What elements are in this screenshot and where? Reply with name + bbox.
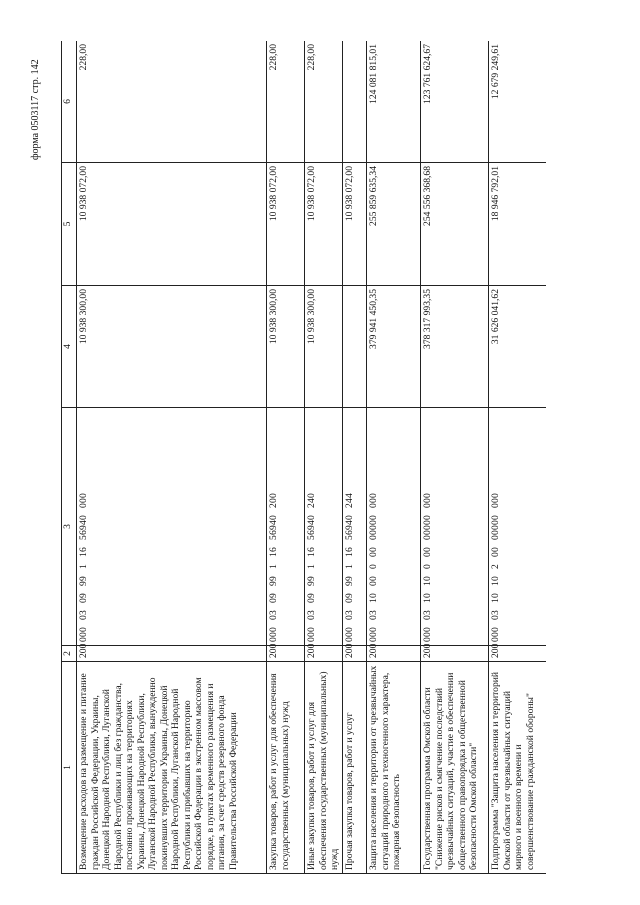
report-table [61,41,546,874]
budget-code-part: 09 [78,593,89,603]
row-approved-amount: 10 938 300,00 [267,286,305,408]
budget-code-part: 10 [490,576,501,586]
row-approved-amount [343,286,367,408]
budget-code-part: 000 [78,627,89,642]
row-remaining-amount: 124 081 815,01 [367,41,421,163]
row-line-code: 200 [77,646,267,662]
row-remaining-amount: 228,00 [305,41,343,163]
row-executed-amount: 10 938 072,00 [343,163,367,286]
table-row [77,41,267,874]
column-number-1: 1 [62,662,77,874]
row-budget-code [367,408,421,646]
row-approved-amount: 10 938 300,00 [77,286,267,408]
budget-code-part: 244 [344,493,355,509]
row-executed-amount: 10 938 072,00 [305,163,343,286]
budget-code-part: 09 [306,593,317,603]
budget-code-part: 03 [78,610,89,620]
budget-code-part: 16 [344,547,355,557]
row-approved-amount: 379 941 450,35 [367,286,421,408]
budget-code-part: 000 [368,493,379,509]
budget-code-part: 56940 [344,515,355,540]
row-line-code: 200 [367,646,421,662]
row-approved-amount: 31 626 041,62 [489,286,547,408]
row-remaining-amount: 12 679 249,61 [489,41,547,163]
budget-code-part: 00 [422,547,433,557]
budget-code-part: 000 [490,627,501,642]
row-budget-code [77,408,267,646]
row-name: Защита населения и территории от чрезвычайных ситуаций природного и техногенного характера, пожарная безопасность [367,662,421,874]
budget-code-part: 1 [268,564,279,569]
row-remaining-amount: 228,00 [77,41,267,163]
row-line-code: 200 [489,646,547,662]
budget-code-part: 000 [268,627,279,642]
row-approved-amount: 378 317 993,35 [421,286,489,408]
budget-code-part: 09 [344,593,355,603]
column-number-5: 5 [62,163,77,286]
table-body [77,41,547,874]
budget-code-part: 200 [268,493,279,509]
budget-code-part: 00 [368,576,379,586]
row-budget-code [343,408,367,646]
column-number-4: 4 [62,286,77,408]
budget-code-part: 000 [368,627,379,642]
table-row [489,41,547,874]
report-table-rotated [61,41,546,874]
budget-code-part: 00 [490,547,501,557]
table-row [421,41,489,874]
row-remaining-amount [343,41,367,163]
budget-code-part: 56940 [306,515,317,540]
row-approved-amount: 10 938 300,00 [305,286,343,408]
budget-code-part: 16 [268,547,279,557]
row-executed-amount: 10 938 072,00 [77,163,267,286]
budget-code-part: 2 [490,564,501,569]
budget-code-part: 03 [306,610,317,620]
row-name: Возмещение расходов на размещение и питание граждан Российской Федерации, Украины, Донецкой Народной Республики, Луганской Народной Республики и лиц без гражданства, постоянно проживающих на территориях Украины, Донецкой Народной Республики, Луганской Народной Республики, вынужденно покинувших территории Украины, Донецкой Народной Республики, Луганской Народной Республики и прибывших на территорию Российской Федерации в экстренном массовом порядке, в пунктах временного размещения и питания, за счет средств резервного фонда Правительства Российской Федерации [77,662,267,874]
budget-code-part: 03 [368,610,379,620]
form-label: форма 0503117 стр. 142 [30,59,41,160]
table-row [367,41,421,874]
row-name: Подпрограмма "Защита населения и территорий Омской области от чрезвычайных ситуаций мирного и военного времени и совершенствование гражданской обороны" [489,662,547,874]
budget-code-part: 000 [78,493,89,509]
row-budget-code [305,408,343,646]
budget-code-part: 10 [422,576,433,586]
budget-code-part: 16 [78,547,89,557]
row-remaining-amount: 228,00 [267,41,305,163]
row-name: Государственная программа Омской области "Снижение рисков и смягчение последствий чрезвычайных ситуаций, участие в обеспечении общественного правопорядка и общественной безопасности Омской области" [421,662,489,874]
budget-code-part: 1 [344,564,355,569]
budget-code-part: 10 [422,593,433,603]
budget-code-part: 10 [490,593,501,603]
budget-code-part: 00 [368,547,379,557]
row-remaining-amount: 123 761 624,67 [421,41,489,163]
budget-code-part: 240 [306,493,317,509]
row-executed-amount: 254 556 368,68 [421,163,489,286]
column-number-row [62,41,77,874]
row-executed-amount: 10 938 072,00 [267,163,305,286]
budget-code-part: 00000 [490,515,501,540]
budget-code-part: 56940 [268,515,279,540]
budget-code-part: 99 [306,576,317,586]
budget-code-part: 09 [268,593,279,603]
budget-code-part: 000 [306,627,317,642]
budget-code-part: 0 [422,564,433,569]
table-row [267,41,305,874]
budget-code-part: 03 [422,610,433,620]
column-number-2: 2 [62,646,77,662]
budget-code-part: 56940 [78,515,89,540]
report-table-frame [61,41,546,874]
budget-code-part: 03 [268,610,279,620]
column-number-6: 6 [62,41,77,163]
budget-code-part: 99 [344,576,355,586]
budget-code-part: 1 [78,564,89,569]
column-number-3: 3 [62,408,77,646]
budget-code-part: 03 [344,610,355,620]
budget-code-part: 000 [422,493,433,509]
budget-code-part: 000 [422,627,433,642]
row-name: Закупка товаров, работ и услуг для обеспечения государственных (муниципальных) нужд [267,662,305,874]
budget-code-part: 000 [344,627,355,642]
budget-code-part: 00000 [368,515,379,540]
budget-code-part: 0 [368,564,379,569]
budget-code-part: 16 [306,547,317,557]
row-line-code: 200 [305,646,343,662]
table-row [343,41,367,874]
row-budget-code [267,408,305,646]
row-executed-amount: 255 859 635,34 [367,163,421,286]
row-name: Иные закупки товаров, работ и услуг для обеспечения государственных (муниципальных) нужд [305,662,343,874]
budget-code-part: 000 [490,493,501,509]
row-line-code: 200 [343,646,367,662]
budget-code-part: 1 [306,564,317,569]
budget-code-part: 03 [490,610,501,620]
budget-code-part: 99 [268,576,279,586]
row-line-code: 200 [421,646,489,662]
row-budget-code [421,408,489,646]
table-row [305,41,343,874]
budget-code-part: 99 [78,576,89,586]
row-line-code: 200 [267,646,305,662]
row-executed-amount: 18 946 792,01 [489,163,547,286]
budget-code-part: 10 [368,593,379,603]
row-name: Прочая закупка товаров, работ и услуг [343,662,367,874]
budget-code-part: 00000 [422,515,433,540]
row-budget-code [489,408,547,646]
